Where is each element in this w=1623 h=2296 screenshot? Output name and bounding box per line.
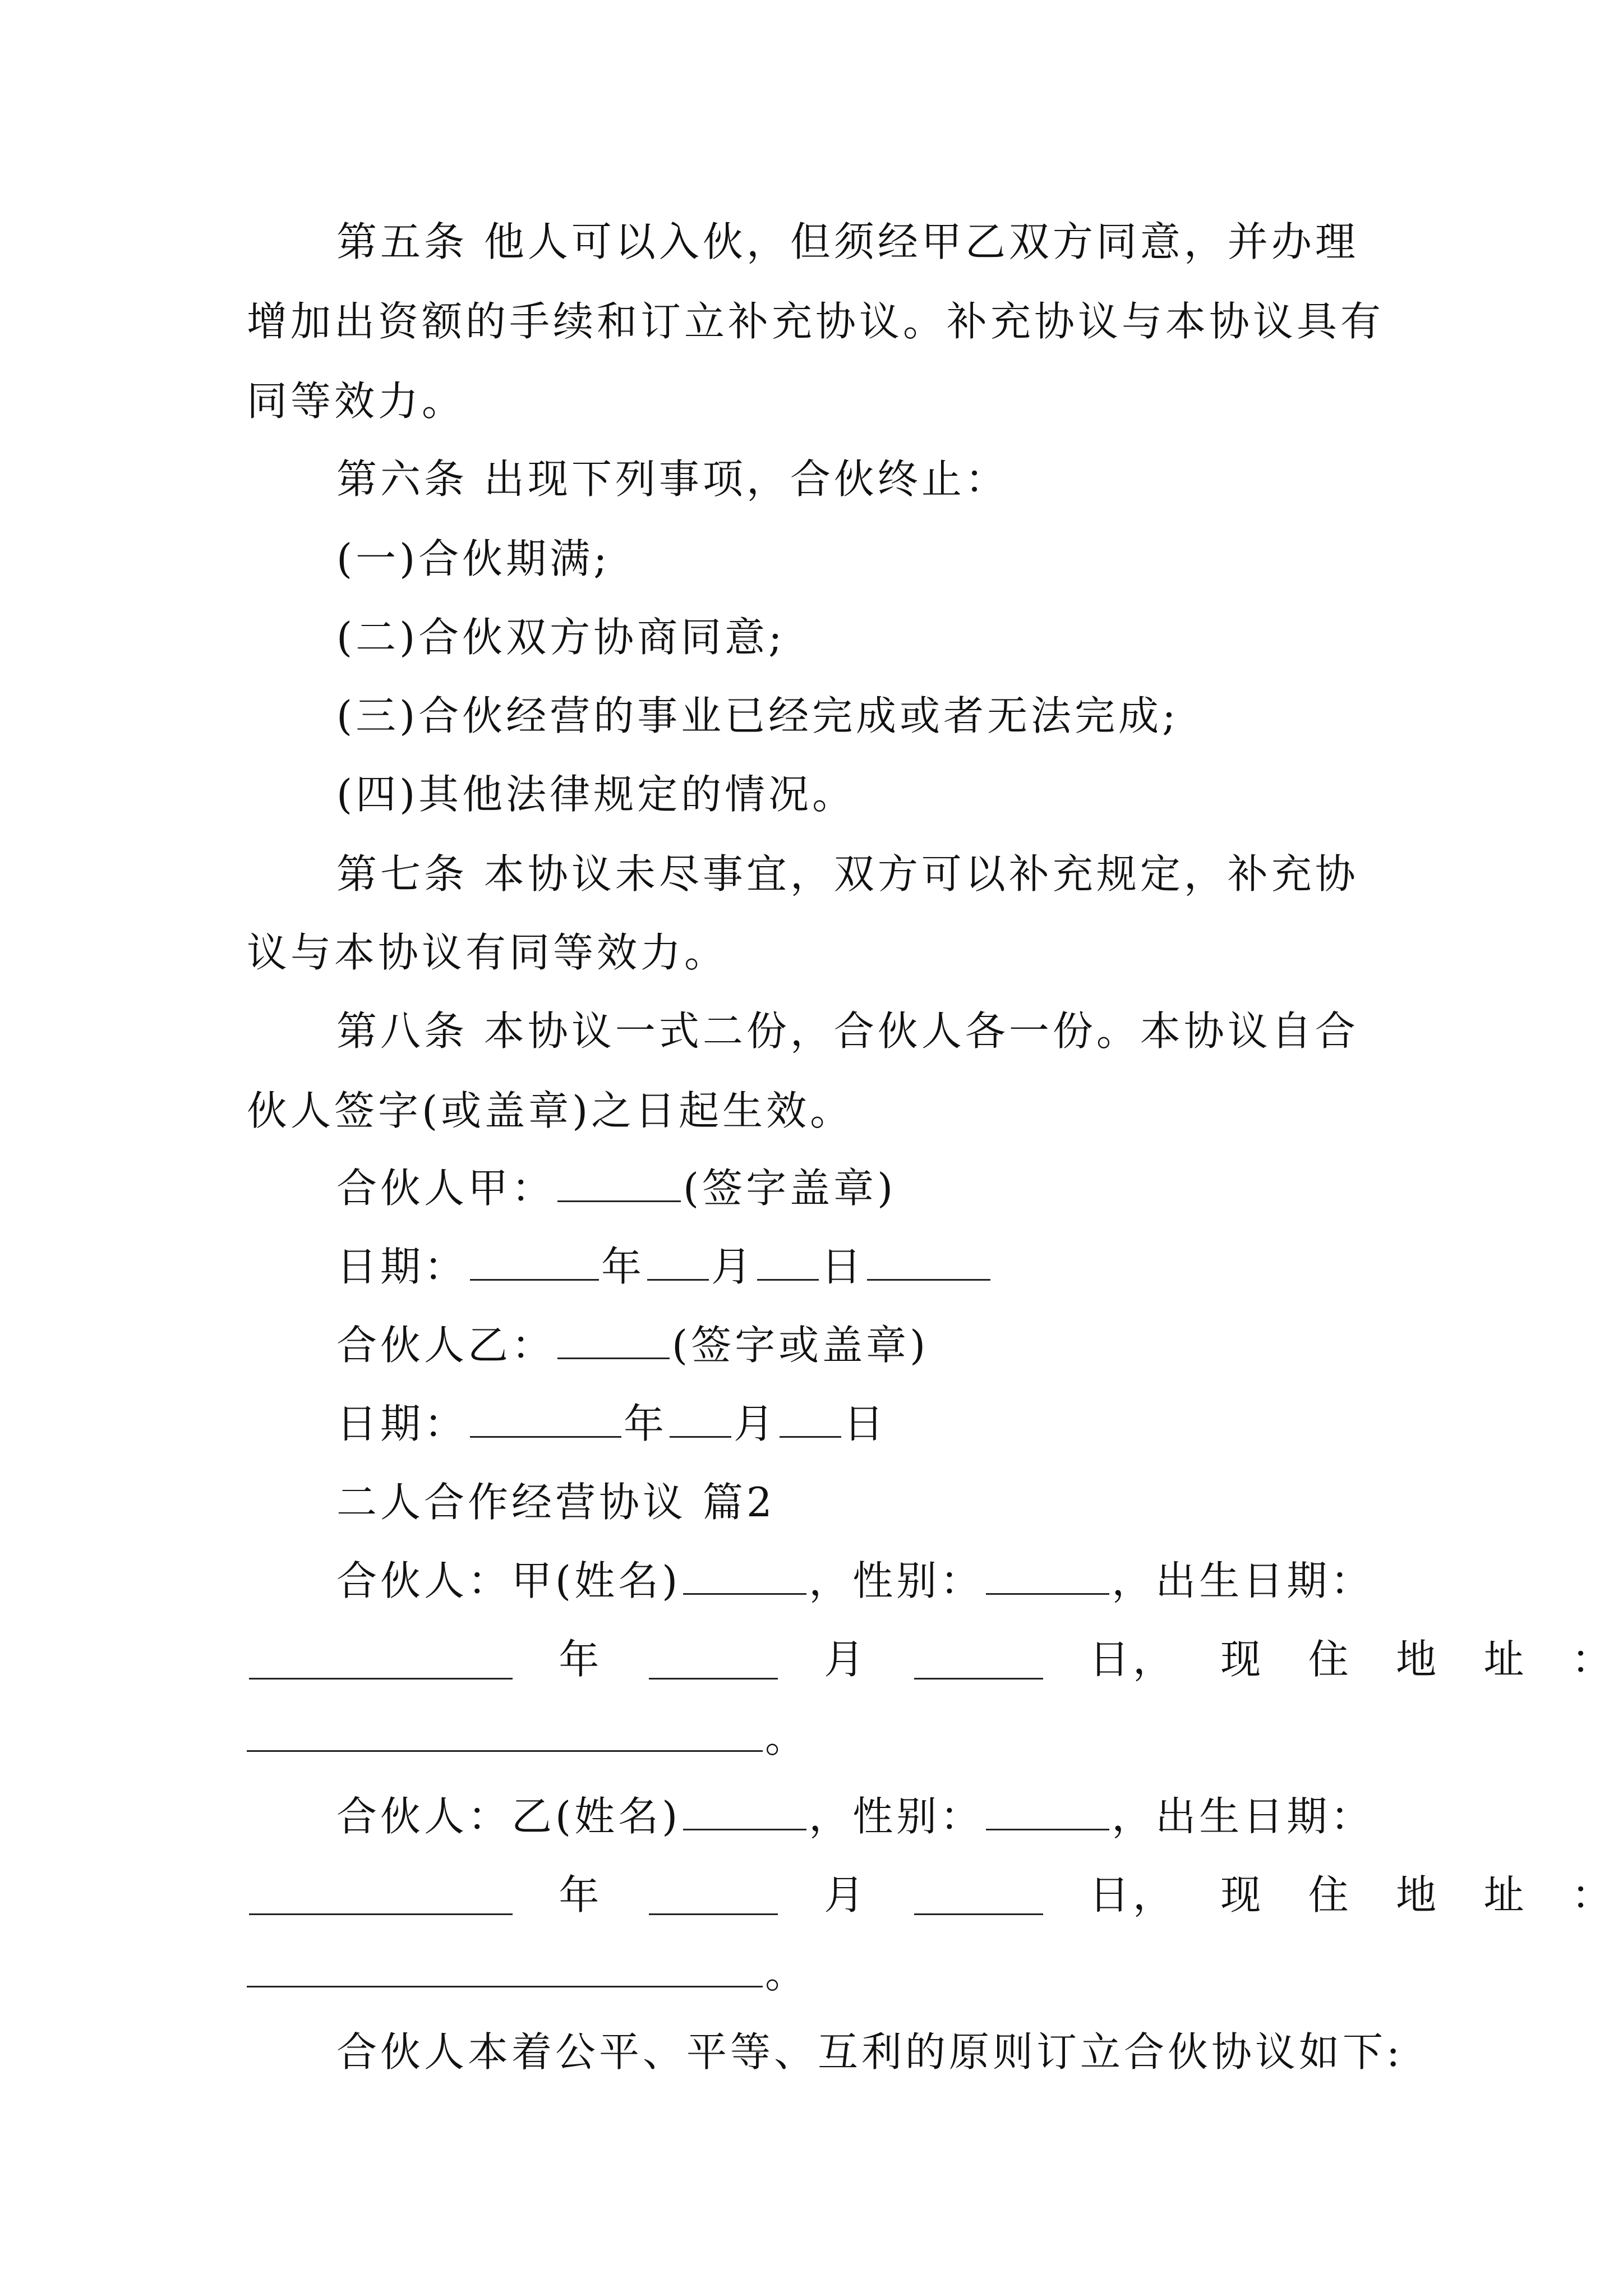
partner-b-gender-blank[interactable]	[986, 1796, 1109, 1830]
address-char-3: 地	[1396, 1636, 1440, 1683]
address-char-5: ：	[1571, 1871, 1615, 1918]
date-b-day-blank[interactable]	[780, 1404, 841, 1438]
partner-a-gender-blank[interactable]	[986, 1561, 1109, 1595]
partner-a-signature-line	[336, 1165, 897, 1212]
partner-b-birth-year-blank[interactable]	[249, 1881, 513, 1915]
period: 。	[765, 1950, 809, 1997]
partner-a-birth-month-blank[interactable]	[649, 1645, 778, 1680]
article5-line1: 第五条 他人可以入伙，但须经甲乙双方同意，并办理	[336, 218, 1359, 265]
partner-b-birth-day-blank[interactable]	[914, 1881, 1043, 1915]
partner-b-note: (签字或盖章)	[672, 1322, 929, 1369]
day-label: 日	[821, 1243, 865, 1290]
article5-line3: 同等效力。	[247, 378, 466, 425]
section2-partner-a-line2	[247, 1636, 1615, 1683]
partner-a-name-label: 甲(姓名)	[511, 1557, 681, 1604]
partner-a-label: 合伙人甲：	[336, 1165, 556, 1212]
date-label: 日期：	[336, 1243, 468, 1290]
address-char-5: ：	[1571, 1636, 1615, 1683]
month-label: 月	[734, 1400, 778, 1447]
partner-b-address-blank[interactable]	[247, 1953, 763, 1987]
date-a-trailing-blank[interactable]	[867, 1246, 990, 1281]
article6-item-2: (二)合伙双方协商同意;	[336, 614, 786, 661]
partner-label: 合伙人：	[336, 1557, 512, 1604]
address-char-3: 地	[1396, 1871, 1440, 1918]
partner-b-signature-line	[336, 1322, 929, 1369]
day-label: 日	[843, 1400, 888, 1447]
date-b-month-blank[interactable]	[670, 1404, 731, 1438]
article7-line2: 议与本协议有同等效力。	[247, 929, 728, 976]
day-label: 日，	[1089, 1636, 1177, 1683]
section2-partner-b-line2	[247, 1871, 1615, 1918]
article5-line2: 增加出资额的手续和订立补充协议。补充协议与本协议具有	[247, 298, 1385, 345]
partner-a-address-blank[interactable]	[247, 1718, 763, 1752]
year-label: 年	[559, 1636, 603, 1683]
partner-a-birth-year-blank[interactable]	[249, 1645, 513, 1680]
gender-label: ，性别：	[809, 1793, 984, 1840]
year-label: 年	[624, 1400, 668, 1447]
partner-b-name-label: 乙(姓名)	[511, 1793, 681, 1840]
section2-closing: 合伙人本着公平、平等、互利的原则订立合伙协议如下:	[336, 2028, 1404, 2076]
month-label: 月	[824, 1636, 868, 1683]
date-a-year-blank[interactable]	[470, 1246, 599, 1281]
partner-b-label: 合伙人乙：	[336, 1322, 556, 1369]
date-line-a	[336, 1243, 993, 1290]
section2-partner-b-line3	[247, 1950, 809, 1997]
partner-b-blank[interactable]	[557, 1325, 670, 1359]
address-char-2: 住	[1308, 1636, 1352, 1683]
address-char-1: 现	[1220, 1871, 1265, 1918]
partner-b-birth-month-blank[interactable]	[649, 1881, 778, 1915]
period: 。	[765, 1714, 809, 1761]
article7-line1: 第七条 本协议未尽事宜，双方可以补充规定，补充协	[336, 850, 1359, 898]
gender-label: ，性别：	[809, 1557, 984, 1604]
address-char-4: 址	[1483, 1636, 1528, 1683]
partner-b-name-blank[interactable]	[683, 1796, 806, 1830]
day-label: 日，	[1089, 1871, 1177, 1918]
article6-heading: 第六条 出现下列事项，合伙终止：	[336, 455, 1009, 503]
date-line-b	[336, 1400, 888, 1447]
date-b-year-blank[interactable]	[470, 1404, 621, 1438]
address-char-2: 住	[1308, 1871, 1352, 1918]
date-a-month-blank[interactable]	[647, 1246, 709, 1281]
section2-partner-b-line1	[336, 1793, 1375, 1840]
section2-title: 二人合作经营协议 篇2	[336, 1479, 776, 1526]
article6-item-4: (四)其他法律规定的情况。	[336, 771, 856, 818]
month-label: 月	[824, 1871, 868, 1918]
month-label: 月	[711, 1243, 755, 1290]
date-label: 日期：	[336, 1400, 468, 1447]
partner-a-name-blank[interactable]	[683, 1561, 806, 1595]
date-a-day-blank[interactable]	[757, 1246, 819, 1281]
article6-item-3: (三)合伙经营的事业已经完成或者无法完成;	[336, 692, 1179, 739]
partner-a-note: (签字盖章)	[683, 1165, 897, 1212]
article8-line1: 第八条 本协议一式二份，合伙人各一份。本协议自合	[336, 1007, 1359, 1055]
section2-partner-a-line1	[336, 1557, 1375, 1604]
year-label: 年	[601, 1243, 645, 1290]
year-label: 年	[559, 1871, 603, 1918]
address-char-4: 址	[1483, 1871, 1528, 1918]
partner-label: 合伙人：	[336, 1793, 512, 1840]
birth-label: ，出生日期：	[1112, 1793, 1375, 1840]
article6-item-1: (一)合伙期满;	[336, 535, 611, 582]
article8-line2: 伙人签字(或盖章)之日起生效。	[247, 1087, 854, 1134]
birth-label: ，出生日期：	[1112, 1557, 1375, 1604]
partner-a-birth-day-blank[interactable]	[914, 1645, 1043, 1680]
partner-a-blank[interactable]	[557, 1168, 681, 1202]
section2-partner-a-line3	[247, 1714, 809, 1761]
address-char-1: 现	[1220, 1636, 1265, 1683]
